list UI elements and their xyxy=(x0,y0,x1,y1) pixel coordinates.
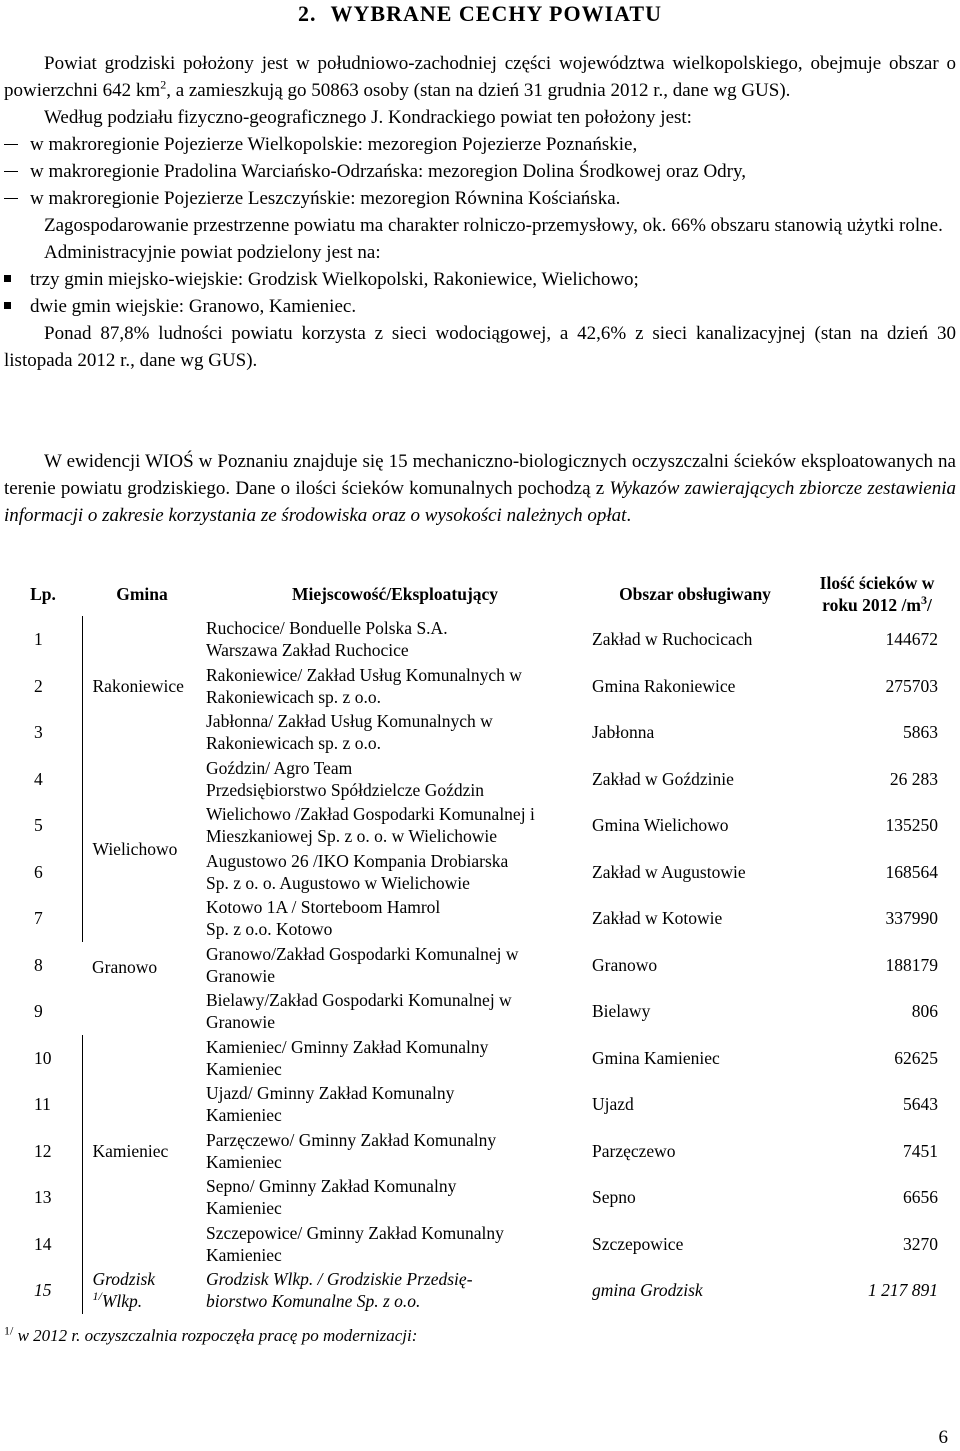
admin-item xyxy=(4,293,956,320)
cell-miejscowosc xyxy=(202,1128,588,1175)
miejscowosc-line: Wielichowo /Zakład Gospodarki Komunalnej i xyxy=(206,804,535,825)
cell-gmina: Kamieniec xyxy=(82,1035,202,1268)
para1-part-a: Powiat grodziski położony jest w południowo-zachodniej części województwa wielkopolskiego, obejmuje obszar o powierzchni 642 km xyxy=(4,53,956,101)
para6-italic-source: Wykazów zawierających zbiorcze zestawienia informacji o zakresie korzystania ze środowiska oraz o wysokości należnych opłat xyxy=(4,478,956,526)
miejscowosc-line: Sp. z o. o. Augustowo w Wielichowie xyxy=(206,872,470,893)
gmina-grodzisk-text: Wlkp. xyxy=(101,1291,143,1312)
cell-lp: 10 xyxy=(34,1047,52,1068)
miejscowosc-line: Kamieniec xyxy=(206,1244,282,1265)
para1-superscript: 2 xyxy=(160,77,167,92)
cell-miejscowosc xyxy=(202,895,588,942)
cell-obszar: Gmina Rakoniewice xyxy=(592,675,736,696)
paragraph-geography: Według podziału fizyczno-geograficznego J. Kondrackiego powiat ten położony jest: xyxy=(44,107,692,128)
cell-gmina xyxy=(82,1267,202,1314)
cell-obszar: Zakład w Ruchocicach xyxy=(592,629,753,650)
para1-part-b: , a zamieszkują go 50863 osoby (stan na dzień 31 grudnia 2012 r., dane wg GUS). xyxy=(166,80,791,101)
header-gmina: Gmina xyxy=(116,583,168,604)
dash-icon xyxy=(4,185,24,212)
cell-ilosc: 6656 xyxy=(903,1187,938,1208)
cell-ilosc: 135250 xyxy=(885,815,938,836)
cell-gmina: Granowo xyxy=(92,956,158,977)
cell-lp: 7 xyxy=(34,908,43,929)
sewage-intro xyxy=(4,448,956,529)
cell-ilosc: 275703 xyxy=(885,675,938,696)
miejscowosc-line: Goździn/ Agro Team xyxy=(206,757,353,778)
miejscowosc-line: Sepno/ Gminny Zakład Komunalny xyxy=(206,1176,457,1197)
cell-obszar: Zakład w Goździnie xyxy=(592,768,734,789)
square-bullet-icon xyxy=(4,293,24,320)
header-obszar: Obszar obsługiwany xyxy=(619,583,771,604)
cell-miejscowosc xyxy=(202,802,588,849)
paragraph-area xyxy=(4,50,956,104)
paragraph-land-use: Zagospodarowanie przestrzenne powiatu ma charakter rolniczo-przemysłowy, ok. 66% obszaru stanowią użytki rolne. xyxy=(44,215,943,236)
table-row xyxy=(4,1267,952,1314)
miejscowosc-line: Granowie xyxy=(206,965,276,986)
miejscowosc-line: Rakoniewicach sp. z o.o. xyxy=(206,733,381,754)
cell-lp: 14 xyxy=(34,1233,52,1254)
cell-obszar: Ujazd xyxy=(592,1094,634,1115)
section-title xyxy=(0,0,960,28)
region-text: w makroregionie Pojezierze Leszczyńskie: mezoregion Równina Kościańska. xyxy=(30,188,621,209)
cell-obszar: Parzęczewo xyxy=(592,1140,676,1161)
table-footnote xyxy=(4,1325,417,1347)
miejscowosc-line: Kamieniec xyxy=(206,1151,282,1172)
cell-miejscowosc xyxy=(202,1174,588,1221)
dash-icon xyxy=(4,158,24,185)
miejscowosc-line: Ujazd/ Gminny Zakład Komunalny xyxy=(206,1083,455,1104)
cell-lp: 12 xyxy=(34,1140,52,1161)
cell-lp: 3 xyxy=(34,722,43,743)
header-ilosc xyxy=(802,571,952,616)
sewage-table xyxy=(4,571,952,1314)
cell-ilosc: 3270 xyxy=(903,1233,938,1254)
gmina-grodzisk-line xyxy=(93,1290,199,1312)
miejscowosc-line: Ruchocice/ Bonduelle Polska S.A. xyxy=(206,618,448,639)
gmina-grodzisk-line: Grodzisk xyxy=(92,1269,156,1290)
cell-lp: 9 xyxy=(34,1001,43,1022)
cell-lp: 6 xyxy=(34,861,43,882)
paragraph-utilities: Ponad 87,8% ludności powiatu korzysta z sieci wodociągowej, a 42,6% z sieci kanalizacyjnej (stan na dzień 30 listopada 2012 r., dane wg GUS). xyxy=(4,323,956,371)
table-row xyxy=(4,616,952,663)
header-ilosc-sup: 3 xyxy=(920,592,927,607)
section-number: 2. xyxy=(298,1,317,26)
cell-ilosc: 5643 xyxy=(903,1094,938,1115)
cell-miejscowosc xyxy=(202,709,588,756)
miejscowosc-line: Mieszkaniowej Sp. z o. o. w Wielichowie xyxy=(206,826,498,847)
cell-miejscowosc xyxy=(202,1267,588,1314)
table-row xyxy=(4,756,952,803)
table-row xyxy=(4,942,952,989)
miejscowosc-line: Kamieniec xyxy=(206,1198,282,1219)
miejscowosc-line: Kamieniec xyxy=(206,1105,282,1126)
cell-obszar: Granowo xyxy=(592,954,658,975)
cell-miejscowosc xyxy=(202,663,588,710)
cell-lp: 5 xyxy=(34,815,43,836)
cell-lp: 1 xyxy=(34,629,43,650)
cell-ilosc: 188179 xyxy=(885,954,938,975)
dash-icon xyxy=(4,131,24,158)
cell-obszar: Gmina Kamieniec xyxy=(592,1047,720,1068)
cell-lp: 13 xyxy=(34,1187,52,1208)
cell-ilosc: 337990 xyxy=(885,908,938,929)
cell-obszar: Szczepowice xyxy=(592,1233,684,1254)
cell-obszar: Zakład w Kotowie xyxy=(592,908,723,929)
para6-part-a: W ewidencji WIOŚ w Poznaniu znajduje się 15 mechaniczno-biologicznych oczyszczalni ścieków eksploatowanych na terenie powiatu grodziskiego. Dane o ilości ścieków komunalnych pochodzą z xyxy=(4,451,956,499)
cell-miejscowosc xyxy=(202,942,588,989)
admin-text: trzy gmin miejsko-wiejskie: Grodzisk Wielkopolski, Rakoniewice, Wielichowo; xyxy=(30,269,639,290)
cell-lp: 15 xyxy=(34,1280,52,1301)
cell-miejscowosc xyxy=(202,756,588,803)
square-bullet-icon xyxy=(4,266,24,293)
cell-miejscowosc xyxy=(202,616,588,663)
miejscowosc-line: Jabłonna/ Zakład Usług Komunalnych w xyxy=(206,711,493,732)
cell-ilosc: 806 xyxy=(911,1001,938,1022)
cell-obszar: Jabłonna xyxy=(592,722,655,743)
miejscowosc-line: Rakoniewice/ Zakład Usług Komunalnych w xyxy=(206,664,522,685)
region-item xyxy=(4,158,956,185)
cell-lp: 4 xyxy=(34,768,43,789)
section-title-text: WYBRANE CECHY POWIATU xyxy=(330,1,662,26)
miejscowosc-line: Granowie xyxy=(206,1012,276,1033)
cell-miejscowosc xyxy=(202,849,588,896)
table-header-row xyxy=(4,571,952,616)
para6-part-b: . xyxy=(626,505,632,526)
miejscowosc-line: Kamieniec/ Gminny Zakład Komunalny xyxy=(206,1036,489,1057)
region-item xyxy=(4,131,956,158)
miejscowosc-line: Sp. z o.o. Kotowo xyxy=(206,919,333,940)
cell-ilosc: 26 283 xyxy=(889,768,938,789)
cell-miejscowosc xyxy=(202,988,588,1035)
cell-ilosc: 1 217 891 xyxy=(868,1280,938,1301)
footnote-text: w 2012 r. oczyszczalnia rozpoczęła pracę po modernizacji: xyxy=(13,1326,418,1345)
table-row xyxy=(4,1035,952,1082)
miejscowosc-line: Bielawy/Zakład Gospodarki Komunalnej w xyxy=(206,990,512,1011)
miejscowosc-line: Kotowo 1A / Storteboom Hamrol xyxy=(206,897,441,918)
cell-ilosc: 7451 xyxy=(903,1140,938,1161)
cell-obszar: Zakład w Augustowie xyxy=(592,861,746,882)
header-miejscowosc: Miejscowość/Eksploatujący xyxy=(291,583,499,604)
header-ilosc-end: / xyxy=(926,594,932,615)
miejscowosc-line: Przedsiębiorstwo Spółdzielcze Goździn xyxy=(206,779,484,800)
region-text: w makroregionie Pojezierze Wielkopolskie: mezoregion Pojezierze Poznańskie, xyxy=(30,134,638,155)
paragraph-sewage xyxy=(4,448,956,529)
cell-ilosc: 144672 xyxy=(885,629,938,650)
cell-gmina: Wielichowo xyxy=(82,756,202,942)
cell-ilosc: 5863 xyxy=(903,722,938,743)
cell-ilosc: 62625 xyxy=(894,1047,938,1068)
region-item xyxy=(4,185,956,212)
footnote-mark: 1/ xyxy=(4,1323,14,1338)
cell-lp: 8 xyxy=(34,954,43,975)
page-number: 6 xyxy=(938,1427,948,1448)
miejscowosc-line: Warszawa Zakład Ruchocice xyxy=(206,640,409,661)
miejscowosc-line: Rakoniewicach sp. z o.o. xyxy=(206,686,381,707)
admin-text: dwie gmin wiejskie: Granowo, Kamieniec. xyxy=(30,296,357,317)
header-lp: Lp. xyxy=(30,583,56,604)
admin-item xyxy=(4,266,956,293)
miejscowosc-line: Grodzisk Wlkp. / Grodziskie Przedsię- xyxy=(206,1269,473,1290)
footnote-ref: 1/ xyxy=(92,1289,102,1304)
cell-miejscowosc xyxy=(202,1081,588,1128)
miejscowosc-line: Parzęczewo/ Gminny Zakład Komunalny xyxy=(206,1129,497,1150)
cell-lp: 2 xyxy=(34,675,43,696)
intro-text xyxy=(4,50,956,374)
cell-obszar: Sepno xyxy=(592,1187,636,1208)
miejscowosc-line: Szczepowice/ Gminny Zakład Komunalny xyxy=(206,1222,504,1243)
miejscowosc-line: Granowo/Zakład Gospodarki Komunalnej w xyxy=(206,943,519,964)
miejscowosc-line: Kamieniec xyxy=(206,1058,282,1079)
cell-obszar: Bielawy xyxy=(592,1001,651,1022)
cell-miejscowosc xyxy=(202,1035,588,1082)
paragraph-admin: Administracyjnie powiat podzielony jest na: xyxy=(44,242,381,263)
miejscowosc-line: biorstwo Komunalne Sp. z o.o. xyxy=(206,1291,421,1312)
cell-obszar: Gmina Wielichowo xyxy=(592,815,729,836)
header-ilosc-text: Ilość ścieków w roku 2012 /m xyxy=(819,572,935,615)
cell-ilosc: 168564 xyxy=(885,861,938,882)
cell-lp: 11 xyxy=(34,1094,51,1115)
region-text: w makroregionie Pradolina Warciańsko-Odrzańska: mezoregion Dolina Środkowej oraz Odry, xyxy=(30,161,747,182)
miejscowosc-line: Augustowo 26 /IKO Kompania Drobiarska xyxy=(206,850,509,871)
cell-obszar: gmina Grodzisk xyxy=(592,1280,703,1301)
cell-miejscowosc xyxy=(202,1221,588,1268)
cell-gmina: Rakoniewice xyxy=(82,616,202,756)
